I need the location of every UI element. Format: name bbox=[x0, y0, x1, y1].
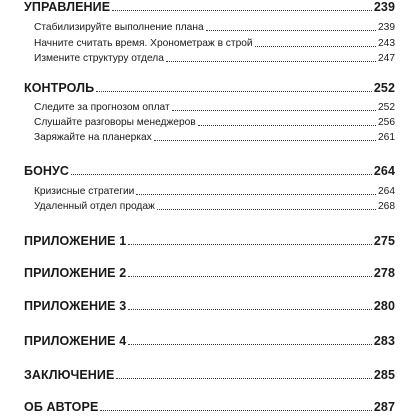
dot-leader bbox=[206, 22, 376, 33]
toc-chapter-entry[interactable] bbox=[24, 234, 395, 248]
toc-entry-title: ПРИЛОЖЕНИЕ 2 bbox=[24, 266, 127, 280]
toc-page-number: 283 bbox=[373, 334, 395, 348]
dot-leader bbox=[154, 132, 376, 143]
dot-leader bbox=[166, 53, 376, 64]
toc-entry-title: ЗАКЛЮЧЕНИЕ bbox=[24, 368, 115, 382]
toc-entry-title: ОБ АВТОРЕ bbox=[24, 400, 99, 414]
toc-chapter-entry[interactable] bbox=[24, 164, 395, 178]
toc-section-entry[interactable] bbox=[34, 186, 395, 197]
toc-chapter-entry[interactable] bbox=[24, 0, 395, 14]
toc-page-number: 268 bbox=[378, 201, 395, 212]
toc-section-entry[interactable] bbox=[34, 22, 395, 33]
toc-chapter-entry[interactable] bbox=[24, 299, 395, 313]
toc-page-number: 252 bbox=[373, 81, 395, 95]
toc-section-entry[interactable] bbox=[34, 38, 395, 49]
toc-chapter-entry[interactable] bbox=[24, 81, 395, 95]
toc-entry-title: Слушайте разговоры менеджеров bbox=[34, 117, 196, 128]
toc-section-entry[interactable] bbox=[34, 53, 395, 64]
dot-leader bbox=[157, 201, 376, 212]
toc-page-number: 252 bbox=[378, 102, 395, 113]
dot-leader bbox=[112, 0, 372, 14]
toc-entry-title: Следите за прогнозом оплат bbox=[34, 102, 170, 113]
toc-section-entry[interactable] bbox=[34, 201, 395, 212]
toc-page-number: 264 bbox=[373, 164, 395, 178]
toc-entry-title: Стабилизируйте выполнение плана bbox=[34, 22, 204, 33]
toc-chapter-entry[interactable] bbox=[24, 368, 395, 382]
toc-section-entry[interactable] bbox=[34, 102, 395, 113]
dot-leader bbox=[128, 266, 372, 280]
dot-leader bbox=[71, 164, 372, 178]
dot-leader bbox=[116, 368, 371, 382]
toc-chapter-entry[interactable] bbox=[24, 266, 395, 280]
toc-section-entry[interactable] bbox=[34, 117, 395, 128]
toc-page-number: 264 bbox=[378, 186, 395, 197]
toc-chapter-entry[interactable] bbox=[24, 334, 395, 348]
dot-leader bbox=[136, 186, 376, 197]
dot-leader bbox=[128, 334, 372, 348]
dot-leader bbox=[255, 38, 376, 49]
dot-leader bbox=[100, 400, 371, 414]
dot-leader bbox=[172, 102, 376, 113]
toc-entry-title: Начните считать время. Хронометраж в строй bbox=[34, 38, 253, 49]
toc-entry-title: КОНТРОЛЬ bbox=[24, 81, 95, 95]
dot-leader bbox=[128, 299, 372, 313]
toc-page-number: 247 bbox=[378, 53, 395, 64]
toc-chapter-entry[interactable] bbox=[24, 400, 395, 414]
toc-page-number: 239 bbox=[378, 22, 395, 33]
toc-page-number: 243 bbox=[378, 38, 395, 49]
toc-page-number: 261 bbox=[378, 132, 395, 143]
toc-entry-title: УПРАВЛЕНИЕ bbox=[24, 0, 111, 14]
dot-leader bbox=[128, 234, 372, 248]
toc-entry-title: Удаленный отдел продаж bbox=[34, 201, 155, 212]
toc-page-number: 287 bbox=[373, 400, 395, 414]
toc-entry-title: ПРИЛОЖЕНИЕ 4 bbox=[24, 334, 127, 348]
dot-leader bbox=[198, 117, 376, 128]
toc-entry-title: Кризисные стратегии bbox=[34, 186, 135, 197]
toc-page-number: 285 bbox=[373, 368, 395, 382]
toc-page-number: 256 bbox=[378, 117, 395, 128]
toc-page-number: 239 bbox=[373, 0, 395, 14]
toc-page-number: 280 bbox=[373, 299, 395, 313]
toc-page-number: 278 bbox=[373, 266, 395, 280]
toc-entry-title: БОНУС bbox=[24, 164, 70, 178]
toc-entry-title: Измените структуру отдела bbox=[34, 53, 164, 64]
toc-entry-title: Заряжайте на планерках bbox=[34, 132, 152, 143]
toc-page-number: 275 bbox=[373, 234, 395, 248]
toc-entry-title: ПРИЛОЖЕНИЕ 3 bbox=[24, 299, 127, 313]
toc-section-entry[interactable] bbox=[34, 132, 395, 143]
toc-entry-title: ПРИЛОЖЕНИЕ 1 bbox=[24, 234, 127, 248]
dot-leader bbox=[96, 81, 372, 95]
